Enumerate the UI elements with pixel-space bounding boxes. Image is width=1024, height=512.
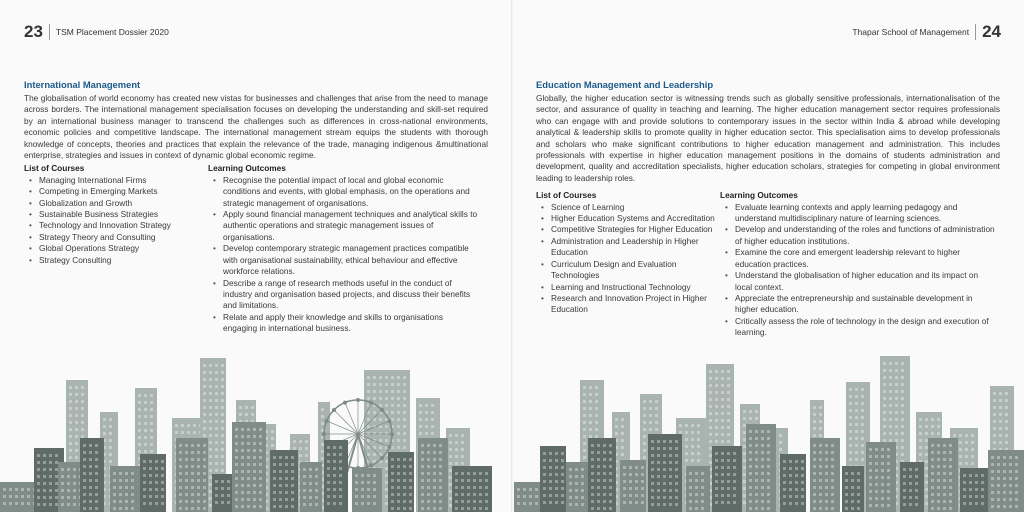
outcome-list [720, 202, 996, 339]
course-list [24, 175, 208, 266]
list-item: • Learning and Instructional Technology [536, 282, 720, 293]
city-skyline-illustration [0, 342, 1024, 512]
list-item: • Develop contemporary strategic management practices compatible with organisational sustainability, ethical behaviour and effective workforce relations. [208, 243, 478, 277]
list-item: • Globalization and Growth [24, 198, 208, 209]
courses-outcomes-block [536, 190, 1000, 338]
list-item: • Competing in Emerging Markets [24, 186, 208, 197]
section-heading: Education Management and Leadership [536, 79, 714, 90]
list-item: • Examine the core and emergent leadership relevant to higher education practices. [720, 247, 996, 270]
courses-outcomes-block [24, 163, 488, 334]
outcomes-column [720, 190, 996, 338]
list-item: • Strategy Consulting [24, 255, 208, 266]
list-item: • Develop and understanding of the roles and functions of administration of higher education institutions. [720, 224, 996, 247]
section-intro: The globalisation of world economy has created new vistas for businesses and challenges that arise from the need to manage across borders. The international management specialisation focuses on developing the understanding and skill-set required by an international business manager to transcend the challenges such as differences in cross-national environments, economic policies and competitive landscape. The international management stream equips the students with thorough knowledge of concepts, theories and practices that explain the relevance of the trade, managing indigenous &multinational enterprise, strategies and issues in context of dynamic global economic regime. [24, 93, 488, 161]
outcome-list [208, 175, 478, 335]
outcomes-title: Learning Outcomes [208, 163, 286, 174]
course-list [536, 202, 720, 316]
courses-title: List of Courses [24, 163, 85, 174]
dossier-title: TSM Placement Dossier 2020 [55, 27, 169, 37]
page-number-right: 24 [982, 22, 1001, 41]
list-item: • Appreciate the entrepreneurship and sustainable development in higher education. [720, 293, 996, 316]
international-management-section [24, 79, 488, 335]
school-name: Thapar School of Management [852, 27, 970, 37]
courses-column [24, 163, 208, 334]
header-divider [975, 24, 976, 40]
list-item: • Recognise the potential impact of local and global economic conditions and events, with global emphasis, on the operations and strategic management of organisations. [208, 175, 478, 209]
list-item: • Evaluate learning contexts and apply learning pedagogy and understand multidisciplinary nature of learning sciences. [720, 202, 996, 225]
list-item: • Global Operations Strategy [24, 243, 208, 254]
header-divider [49, 24, 50, 40]
list-item: • Describe a range of research methods useful in the conduct of industry and organisation based projects, and discuss their benefits and limitations. [208, 278, 478, 312]
list-item: • Curriculum Design and Evaluation Technologies [536, 259, 720, 282]
list-item: • Managing International Firms [24, 175, 208, 186]
list-item: • Higher Education Systems and Accreditation [536, 213, 720, 224]
list-item: • Critically assess the role of technology in the design and execution of learning. [720, 316, 996, 339]
list-item: • Competitive Strategies for Higher Education [536, 224, 720, 235]
list-item: • Technology and Innovation Strategy [24, 220, 208, 231]
section-intro: Globally, the higher education sector is witnessing trends such as globally sensitive professionals, internationalisation of the sector, and assurance of quality in teaching and learning. The higher education management sector requires professionals who can engage with and provide solutions to contemporary issues in the sector within India & abroad while developing analytical & leadership skills to promote quality in higher education sector. This specialisation aims to develop professionals and scholars who make significant contributions to higher education management and administration. This includes professionals with expertise in higher education management positions in the domains of students administration and development, quality and accreditation specialists, higher education scholars, strategies for competing in global environment leading to leadership roles. [536, 93, 1000, 183]
page-number-left: 23 [24, 22, 43, 41]
courses-title: List of Courses [536, 190, 597, 201]
right-page-header [852, 22, 1001, 42]
left-page-header [24, 22, 169, 42]
list-item: • Relate and apply their knowledge and skills to organisations engaging in international business. [208, 312, 478, 335]
list-item: • Apply sound financial management techniques and analytical skills to authentic operations and strategic management issues of organisations. [208, 209, 478, 243]
list-item: • Strategy Theory and Consulting [24, 232, 208, 243]
outcomes-column [208, 163, 478, 334]
outcomes-title: Learning Outcomes [720, 190, 798, 201]
list-item: • Understand the globalisation of higher education and its impact on local context. [720, 270, 996, 293]
list-item: • Research and Innovation Project in Higher Education [536, 293, 720, 316]
list-item: • Sustainable Business Strategies [24, 209, 208, 220]
courses-column [536, 190, 720, 338]
list-item: • Science of Learning [536, 202, 720, 213]
section-heading: International Management [24, 79, 141, 90]
education-management-section [536, 79, 1000, 339]
list-item: • Administration and Leadership in Higher Education [536, 236, 720, 259]
